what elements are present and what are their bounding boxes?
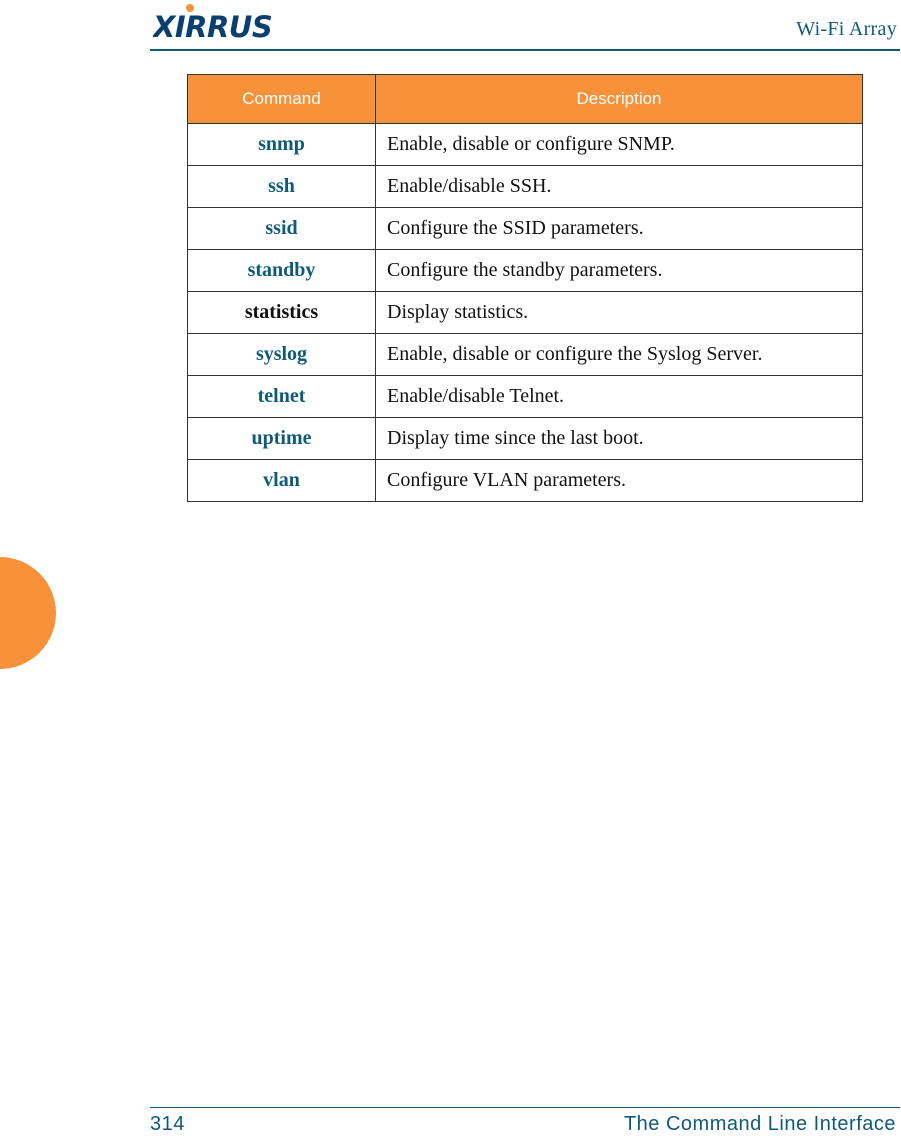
description-cell: Configure VLAN parameters. [376, 460, 863, 502]
table-row [188, 418, 863, 460]
description-cell: Enable, disable or configure the Syslog Server. [376, 334, 863, 376]
description-cell: Display statistics. [376, 292, 863, 334]
command-cell[interactable]: uptime [188, 418, 376, 460]
description-cell: Enable, disable or configure SNMP. [376, 124, 863, 166]
footer-rule [150, 1107, 900, 1108]
command-cell[interactable]: standby [188, 250, 376, 292]
description-cell: Enable/disable SSH. [376, 166, 863, 208]
table-row [188, 376, 863, 418]
table-row [188, 250, 863, 292]
xirrus-logo [153, 4, 305, 40]
section-title: The Command Line Interface [623, 1113, 896, 1135]
logo-mark [153, 4, 305, 40]
description-cell: Enable/disable Telnet. [376, 376, 863, 418]
table-row [188, 460, 863, 502]
description-cell: Configure the SSID parameters. [376, 208, 863, 250]
column-header-description: Description [376, 75, 863, 124]
header-rule [150, 49, 900, 51]
table-row [188, 292, 863, 334]
command-cell: statistics [188, 292, 376, 334]
description-cell: Configure the standby parameters. [376, 250, 863, 292]
table-row [188, 334, 863, 376]
description-cell: Display time since the last boot. [376, 418, 863, 460]
column-header-command: Command [188, 75, 376, 124]
table-row [188, 166, 863, 208]
header-title: Wi-Fi Array [796, 18, 897, 40]
command-cell[interactable]: snmp [188, 124, 376, 166]
command-table [187, 74, 863, 502]
table-row [188, 124, 863, 166]
table-header-row [188, 75, 863, 124]
page-number: 314 [150, 1113, 185, 1135]
command-cell[interactable]: syslog [188, 334, 376, 376]
command-cell[interactable]: telnet [188, 376, 376, 418]
command-cell[interactable]: ssh [188, 166, 376, 208]
command-cell[interactable]: vlan [188, 460, 376, 502]
chapter-side-tab [0, 557, 56, 669]
table-row [188, 208, 863, 250]
logo-text: XIRRUS [153, 10, 273, 40]
command-cell[interactable]: ssid [188, 208, 376, 250]
